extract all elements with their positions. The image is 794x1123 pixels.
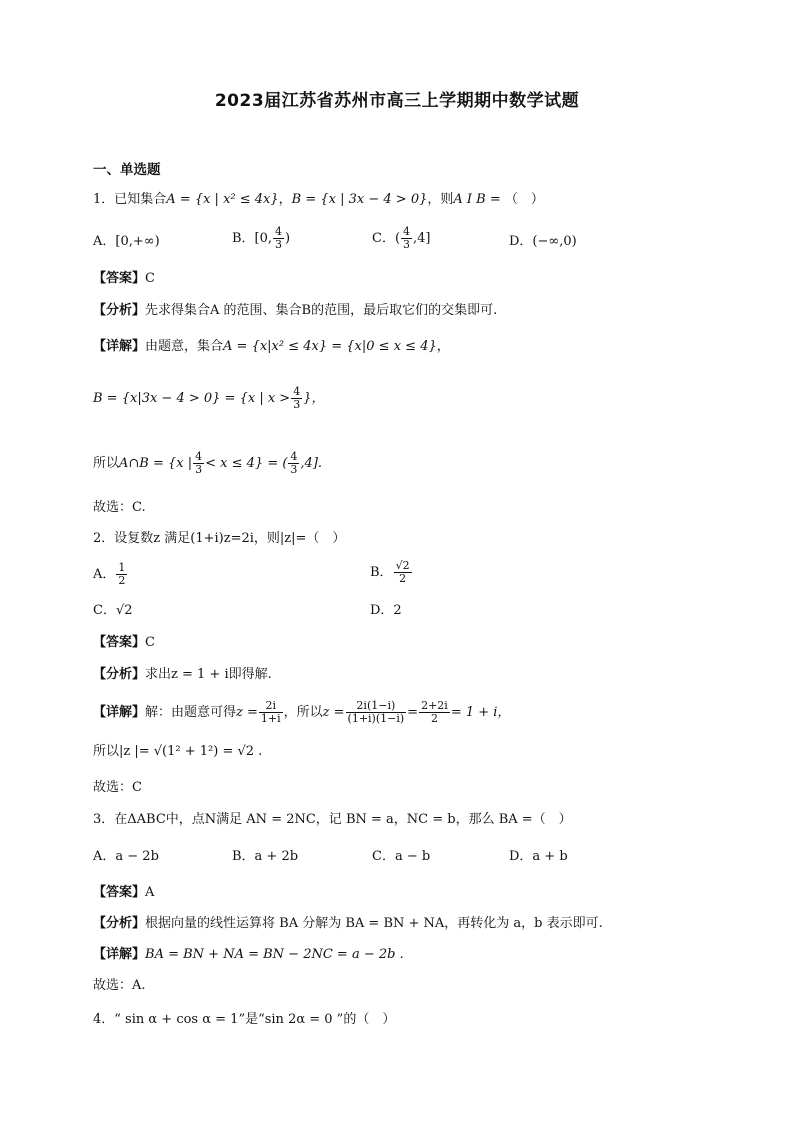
q2-detail-pre: 解：由题意可得 xyxy=(145,705,237,720)
q3-detail xyxy=(93,945,404,965)
q2-option-d: D．2 xyxy=(370,603,402,618)
q1-detail-3-den-2: 3 xyxy=(290,463,298,476)
q1-analysis xyxy=(93,301,497,321)
q1-option-c-frac xyxy=(401,226,412,251)
q2-option-a-frac xyxy=(116,562,127,587)
q1-stem-post: ，则 xyxy=(427,192,454,207)
analysis-label: 【分析】 xyxy=(93,303,146,318)
q1-detail-line-3 xyxy=(93,451,322,476)
analysis-label: 【分析】 xyxy=(93,667,146,682)
q1-set-b: B = {x | 3x − 4 > 0} xyxy=(291,192,428,207)
q2-stem: 2．设复数z 满足(1+i)z=2i，则|z|=（ ） xyxy=(93,531,346,546)
q2-conclusion: 故选：C xyxy=(93,780,142,795)
q1-detail-2-den: 3 xyxy=(293,398,301,411)
q2-option-b xyxy=(370,560,413,585)
q2-detail-frac-2 xyxy=(346,700,407,725)
q2-detail-end: = 1 + i， xyxy=(450,705,511,720)
q2-detail-eq: = xyxy=(407,705,419,720)
q2-option-a-num: 1 xyxy=(118,561,126,574)
q1-option-b-frac xyxy=(273,226,284,251)
q1-stem-mid: ， xyxy=(278,192,292,207)
q1-option-b-post: ) xyxy=(285,231,291,246)
q3-conclusion: 故选：A. xyxy=(93,978,146,993)
q3-detail-text: BA = BN + NA = BN − 2NC = a − 2b . xyxy=(145,947,404,962)
page-title: 2023届江苏省苏州市高三上学期期中数学试题 xyxy=(214,91,580,111)
q1-detail-2-pre: B = {x|3x − 4 > 0} = {x | x > xyxy=(93,391,291,406)
q1-detail-pre: 由题意，集合 xyxy=(145,339,224,354)
q2-analysis-text: 求出z = 1 + i即得解. xyxy=(145,667,272,682)
q3-analysis-text: 根据向量的线性运算将 BA 分解为 BA = BN + NA，再转化为 a，b 表示即可. xyxy=(145,916,603,931)
q1-option-b-den: 3 xyxy=(275,238,283,251)
q1-detail-3-frac-2 xyxy=(288,451,299,476)
q2-detail-mid: ，所以 xyxy=(283,705,323,720)
q4-stem: 4．“ sin α + cos α = 1”是“sin 2α = 0 ”的（ ） xyxy=(93,1012,396,1027)
q2-answer-value: C xyxy=(145,635,155,650)
q3-answer-value: A xyxy=(145,885,155,900)
q2-detail-z: z = xyxy=(236,705,258,720)
q2-detail-frac-3 xyxy=(419,700,450,725)
q1-stem-expr: A I B = xyxy=(453,192,501,207)
q1-answer-value: C xyxy=(145,271,155,286)
q2-detail-frac-1 xyxy=(259,700,283,725)
q2-option-b-frac xyxy=(394,560,412,585)
q1-detail-3-expr: A∩B = {x | xyxy=(119,456,193,471)
q2-detail-frac-3-num: 2+2i xyxy=(421,699,448,712)
q1-detail-3-post: ,4]. xyxy=(300,456,323,471)
q1-detail-2-frac xyxy=(291,386,302,411)
q3-option-d: D．a + b xyxy=(509,849,568,864)
q1-option-c-post: ,4] xyxy=(413,231,431,246)
q2-detail-frac-1-num: 2i xyxy=(259,700,283,713)
q1-detail-2-post: }， xyxy=(303,391,325,406)
q2-option-c: C．√2 xyxy=(93,603,133,618)
q1-paren: （ ） xyxy=(504,192,544,207)
q1-detail xyxy=(93,337,450,357)
answer-label: 【答案】 xyxy=(93,635,146,650)
q1-detail-3-pre: 所以 xyxy=(93,456,120,471)
q1-option-c xyxy=(372,226,431,251)
q3-option-c: C．a − b xyxy=(372,849,431,864)
q2-detail-frac-1-den: 1+i xyxy=(260,712,281,725)
q1-detail-3-den-1: 3 xyxy=(195,463,203,476)
q2-option-a-den: 2 xyxy=(118,574,126,587)
q1-detail-2-num: 4 xyxy=(293,385,301,398)
q2-option-a xyxy=(93,562,128,587)
q1-option-c-pre: C．( xyxy=(372,231,401,246)
answer-label: 【答案】 xyxy=(93,885,146,900)
q2-option-b-den: 2 xyxy=(399,572,407,585)
q2-detail-z-2: z = xyxy=(322,705,345,720)
q2-detail-frac-2-num: 2i(1−i) xyxy=(346,700,407,713)
q2-detail-frac-3-den: 2 xyxy=(430,712,438,725)
detail-label: 【详解】 xyxy=(93,339,146,354)
q1-detail-1-post: ， xyxy=(436,339,450,354)
q1-conclusion: 故选：C. xyxy=(93,500,146,515)
q1-option-b xyxy=(232,226,290,251)
q1-option-b-pre: B．[0, xyxy=(232,231,273,246)
q2-analysis xyxy=(93,665,272,685)
q1-option-c-den: 3 xyxy=(403,238,411,251)
q1-option-a: A．[0,+∞) xyxy=(93,234,160,249)
q1-stem-pre: 1．已知集合 xyxy=(93,192,167,207)
q1-detail-3-frac-1 xyxy=(193,451,204,476)
analysis-label: 【分析】 xyxy=(93,916,146,931)
q1-detail-3-num-1: 4 xyxy=(195,450,203,463)
q3-analysis xyxy=(93,914,603,934)
q2-detail xyxy=(93,700,510,725)
detail-label: 【详解】 xyxy=(93,947,146,962)
q3-answer xyxy=(93,883,154,903)
q1-detail-line-2 xyxy=(93,386,324,411)
q1-option-c-num: 4 xyxy=(403,225,411,238)
q2-option-b-num: √2 xyxy=(395,559,410,572)
q2-detail-line-2: 所以|z |= √(1² + 1²) = √2 . xyxy=(93,744,263,759)
answer-label: 【答案】 xyxy=(93,271,146,286)
q3-option-b: B．a + 2b xyxy=(232,849,299,864)
q1-stem xyxy=(93,190,544,210)
q2-answer xyxy=(93,633,155,653)
q1-option-b-num: 4 xyxy=(275,225,283,238)
q1-analysis-text: 先求得集合A 的范围、集合B的范围，最后取它们的交集即可. xyxy=(145,303,498,318)
q3-option-a: A．a − 2b xyxy=(93,849,159,864)
q1-detail-1: A = {x|x² ≤ 4x} = {x|0 ≤ x ≤ 4} xyxy=(223,339,437,354)
q1-set-a: A = {x | x² ≤ 4x} xyxy=(166,192,279,207)
q1-answer xyxy=(93,269,155,289)
q2-option-b-pre: B． xyxy=(370,565,393,580)
section-heading: 一、单选题 xyxy=(93,162,161,178)
q1-option-d: D．(−∞,0) xyxy=(509,234,577,249)
detail-label: 【详解】 xyxy=(93,705,146,720)
q1-detail-3-mid: < x ≤ 4} = ( xyxy=(205,456,288,471)
q2-option-a-pre: A． xyxy=(93,567,116,582)
q3-stem: 3．在ΔABC中，点N满足 AN = 2NC，记 BN = a，NC = b，那么 BA =（ ） xyxy=(93,812,572,827)
q1-detail-3-num-2: 4 xyxy=(290,450,298,463)
q2-detail-frac-2-den: (1+i)(1−i) xyxy=(347,712,405,725)
